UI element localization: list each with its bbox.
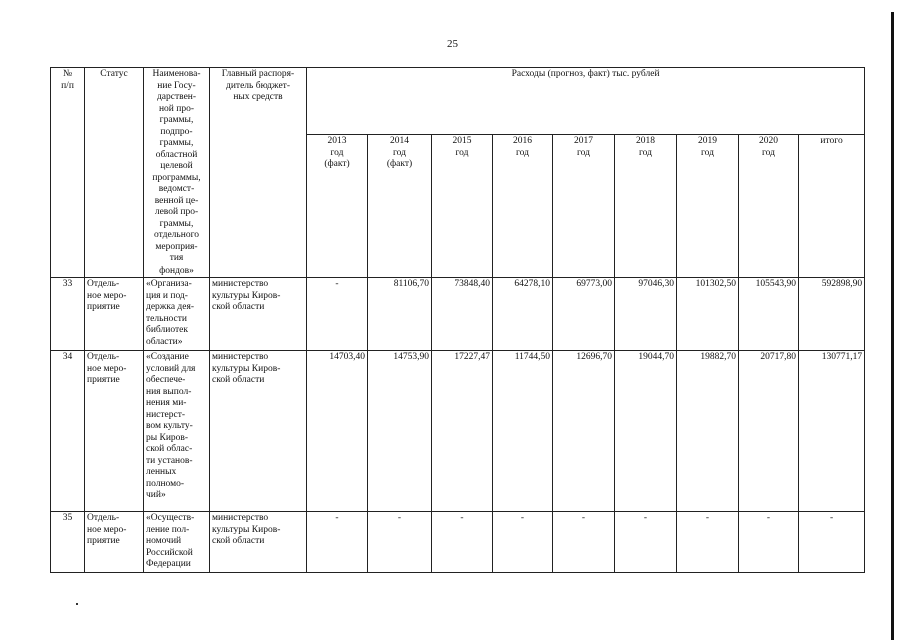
cell-2015: - bbox=[432, 512, 493, 573]
row-status: Отдель- ное меро- приятие bbox=[85, 351, 144, 512]
header-num: № п/п bbox=[51, 68, 85, 278]
cell-2014: 14753,90 bbox=[368, 351, 432, 512]
cell-2020: 20717,80 bbox=[739, 351, 799, 512]
header-year-2016: 2016 год bbox=[493, 135, 553, 278]
header-year-2014: 2014 год (факт) bbox=[368, 135, 432, 278]
row-name: «Создание условий для обеспече- ния выпол- нения ми- нистерст- вом культу- ры Киров- ской облас- ти установ- ленных полномо- чий» bbox=[144, 351, 210, 512]
cell-2020: 105543,90 bbox=[739, 278, 799, 351]
table-row bbox=[51, 278, 865, 351]
cell-2014: 81106,70 bbox=[368, 278, 432, 351]
cell-2019: 101302,50 bbox=[677, 278, 739, 351]
cell-2019: 19882,70 bbox=[677, 351, 739, 512]
header-status: Статус bbox=[85, 68, 144, 278]
cell-2016: 11744,50 bbox=[493, 351, 553, 512]
scan-speck bbox=[76, 603, 78, 605]
cell-2020: - bbox=[739, 512, 799, 573]
cell-2018: - bbox=[615, 512, 677, 573]
cell-2013: - bbox=[307, 278, 368, 351]
cell-total: 130771,17 bbox=[799, 351, 865, 512]
row-name: «Осуществ- ление пол- номочий Российской Федерации bbox=[144, 512, 210, 573]
cell-2017: - bbox=[553, 512, 615, 573]
cell-2016: 64278,10 bbox=[493, 278, 553, 351]
header-year-2017: 2017 год bbox=[553, 135, 615, 278]
page-number: 25 bbox=[447, 38, 458, 50]
cell-2016: - bbox=[493, 512, 553, 573]
cell-2013: 14703,40 bbox=[307, 351, 368, 512]
row-manager: министерство культуры Киров- ской области bbox=[210, 351, 307, 512]
header-year-2020: 2020 год bbox=[739, 135, 799, 278]
row-status: Отдель- ное меро- приятие bbox=[85, 278, 144, 351]
row-status: Отдель- ное меро- приятие bbox=[85, 512, 144, 573]
row-manager: министерство культуры Киров- ской области bbox=[210, 278, 307, 351]
header-name-tail: фондов» bbox=[144, 266, 210, 278]
scan-edge-line bbox=[891, 12, 894, 640]
header-total: итого bbox=[799, 135, 865, 278]
row-manager: министерство культуры Киров- ской области bbox=[210, 512, 307, 573]
row-num: 35 bbox=[51, 512, 85, 573]
header-row-main bbox=[51, 68, 865, 135]
cell-2013: - bbox=[307, 512, 368, 573]
cell-2014: - bbox=[368, 512, 432, 573]
cell-total: - bbox=[799, 512, 865, 573]
cell-2017: 69773,00 bbox=[553, 278, 615, 351]
budget-table bbox=[50, 67, 865, 573]
cell-2017: 12696,70 bbox=[553, 351, 615, 512]
header-year-2013: 2013 год (факт) bbox=[307, 135, 368, 278]
table-row bbox=[51, 351, 865, 512]
table-row bbox=[51, 512, 865, 573]
cell-2019: - bbox=[677, 512, 739, 573]
cell-2015: 73848,40 bbox=[432, 278, 493, 351]
header-year-2015: 2015 год bbox=[432, 135, 493, 278]
cell-2018: 97046,30 bbox=[615, 278, 677, 351]
header-expenses: Расходы (прогноз, факт) тыс. рублей bbox=[307, 68, 865, 135]
row-num: 33 bbox=[51, 278, 85, 351]
row-name: «Организа- ция и под- держка дея- тельности библиотек области» bbox=[144, 278, 210, 351]
cell-2015: 17227,47 bbox=[432, 351, 493, 512]
cell-2018: 19044,70 bbox=[615, 351, 677, 512]
row-num: 34 bbox=[51, 351, 85, 512]
header-manager: Главный распоря- дитель бюджет- ных средств bbox=[210, 68, 307, 278]
header-year-2018: 2018 год bbox=[615, 135, 677, 278]
header-name: Наименова- ние Госу- дарствен- ной про- граммы, подпро- граммы, областной целевой программы, ведомст- венной це- левой про- граммы, отдельного мероприя- тия bbox=[144, 68, 210, 266]
header-year-2019: 2019 год bbox=[677, 135, 739, 278]
cell-total: 592898,90 bbox=[799, 278, 865, 351]
